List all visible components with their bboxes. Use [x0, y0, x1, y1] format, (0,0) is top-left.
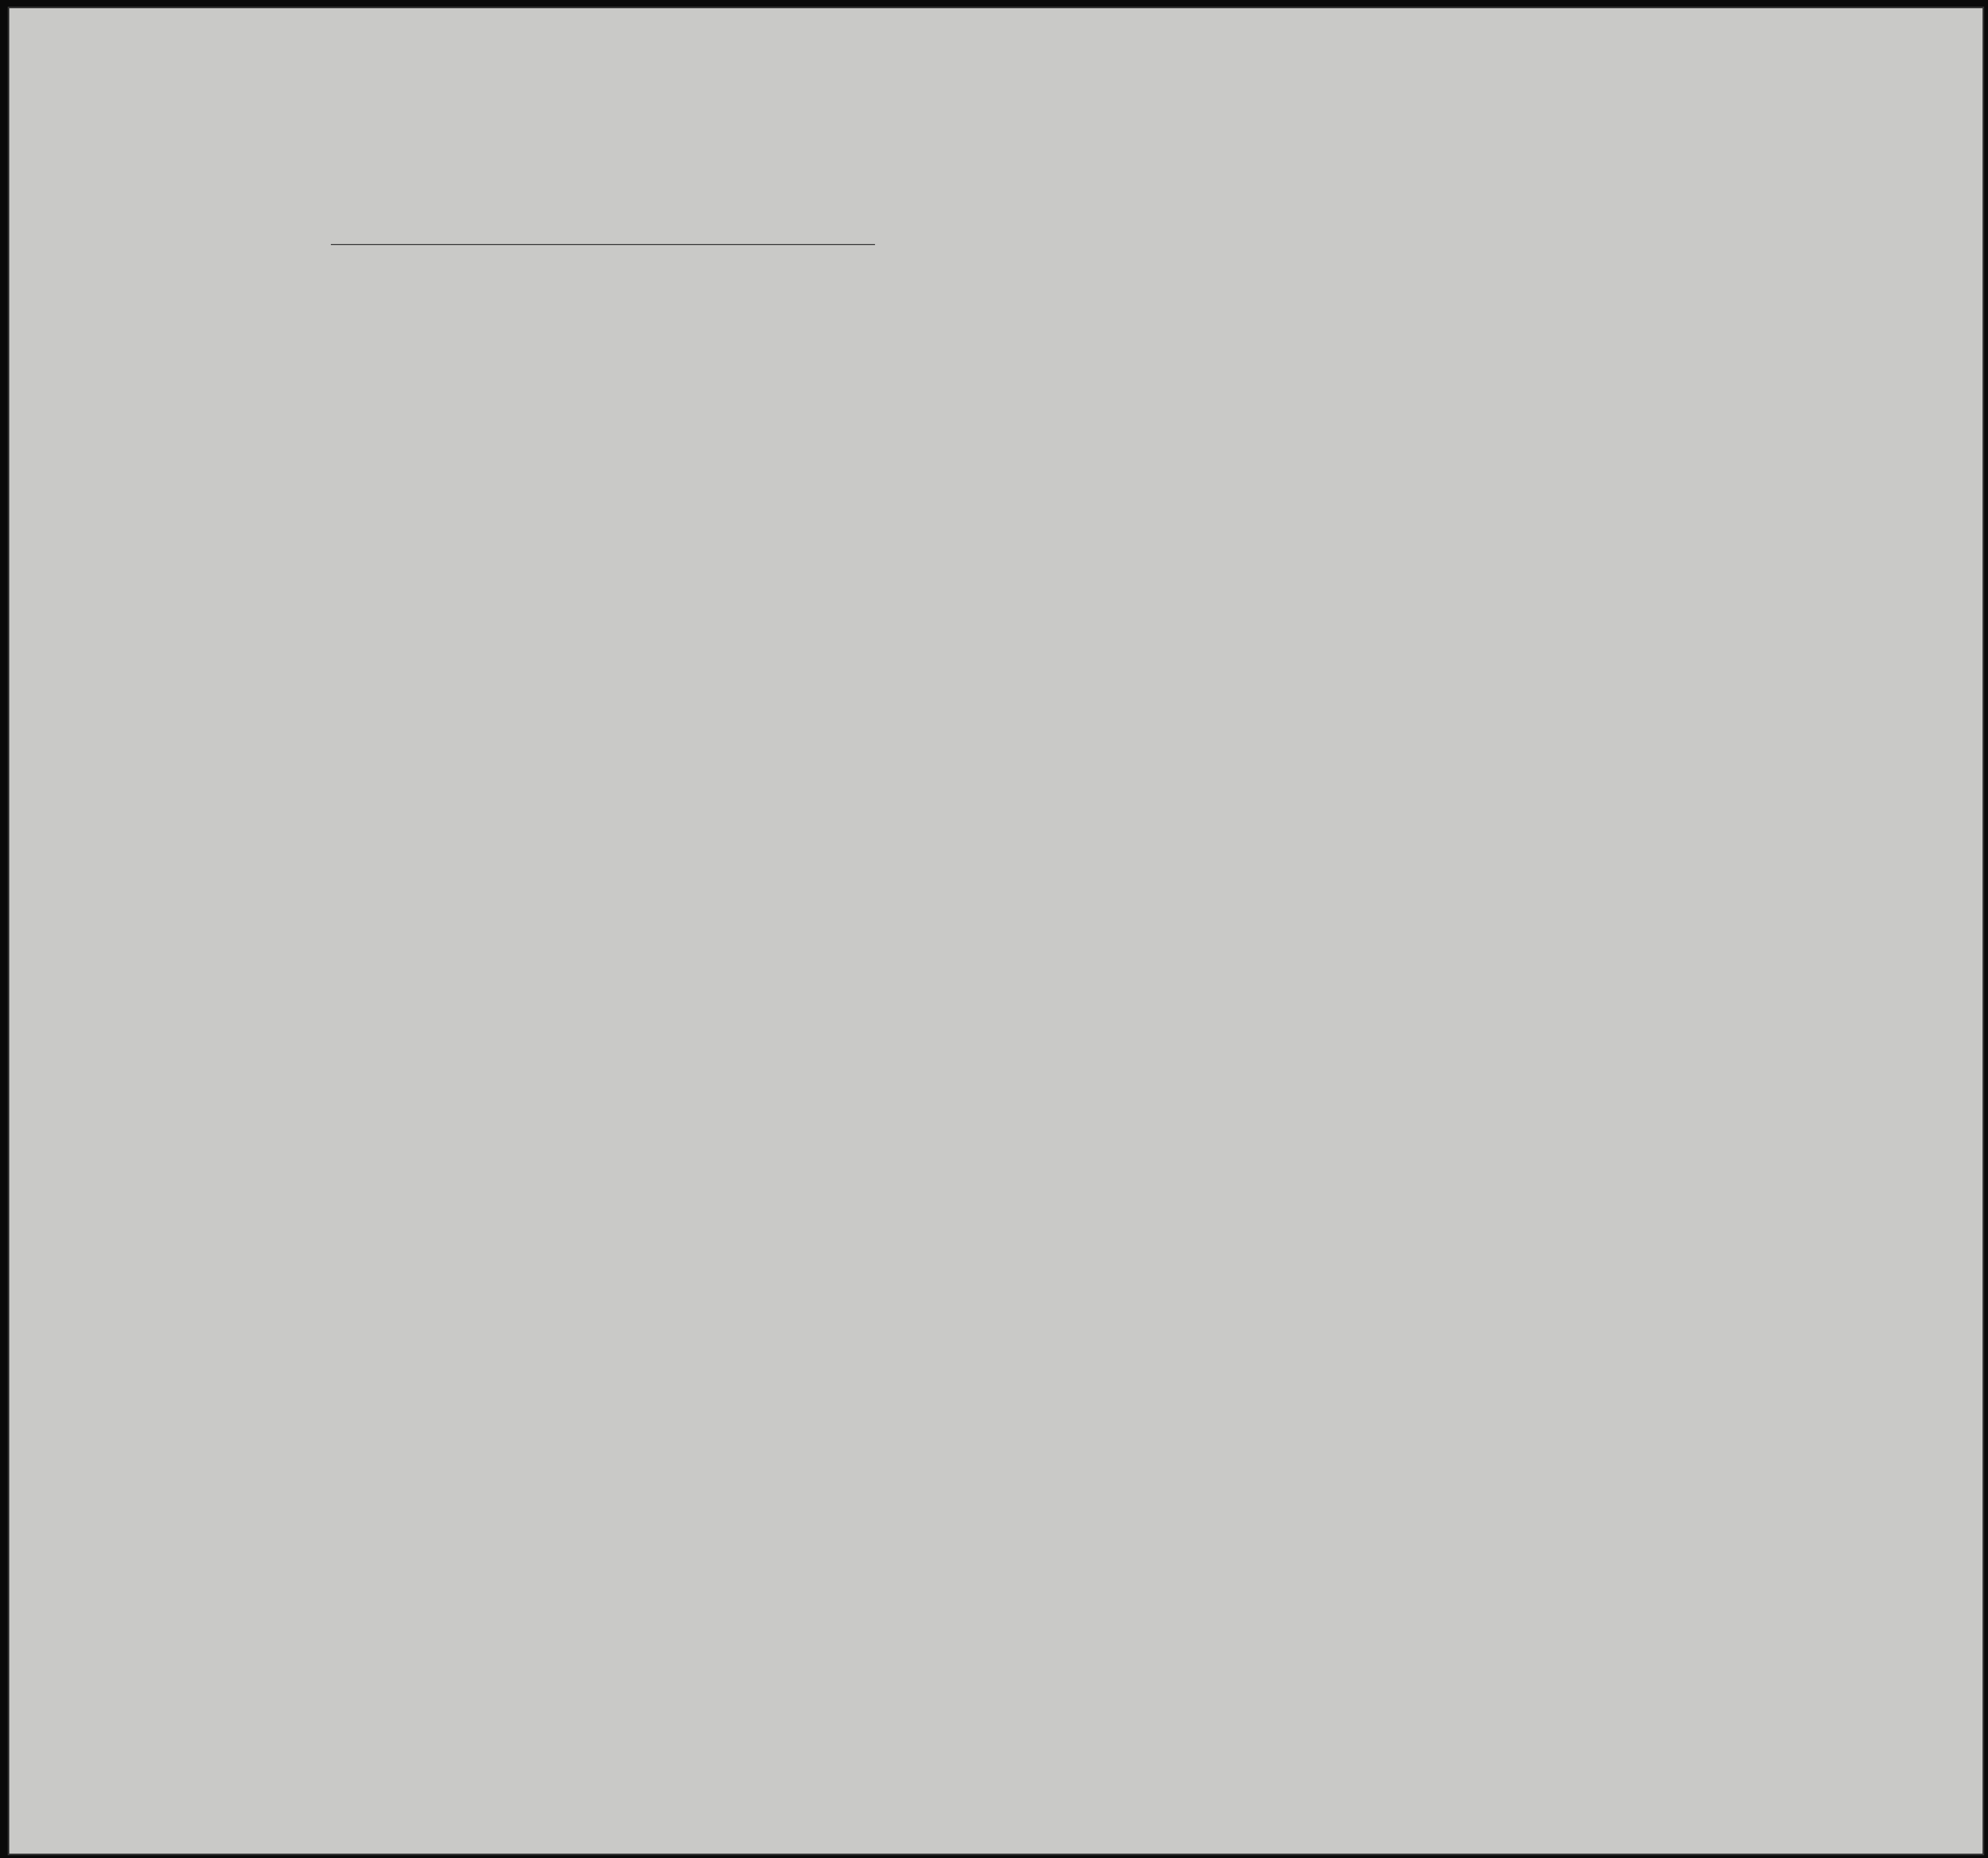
- manifest-sheet: [8, 7, 1984, 1855]
